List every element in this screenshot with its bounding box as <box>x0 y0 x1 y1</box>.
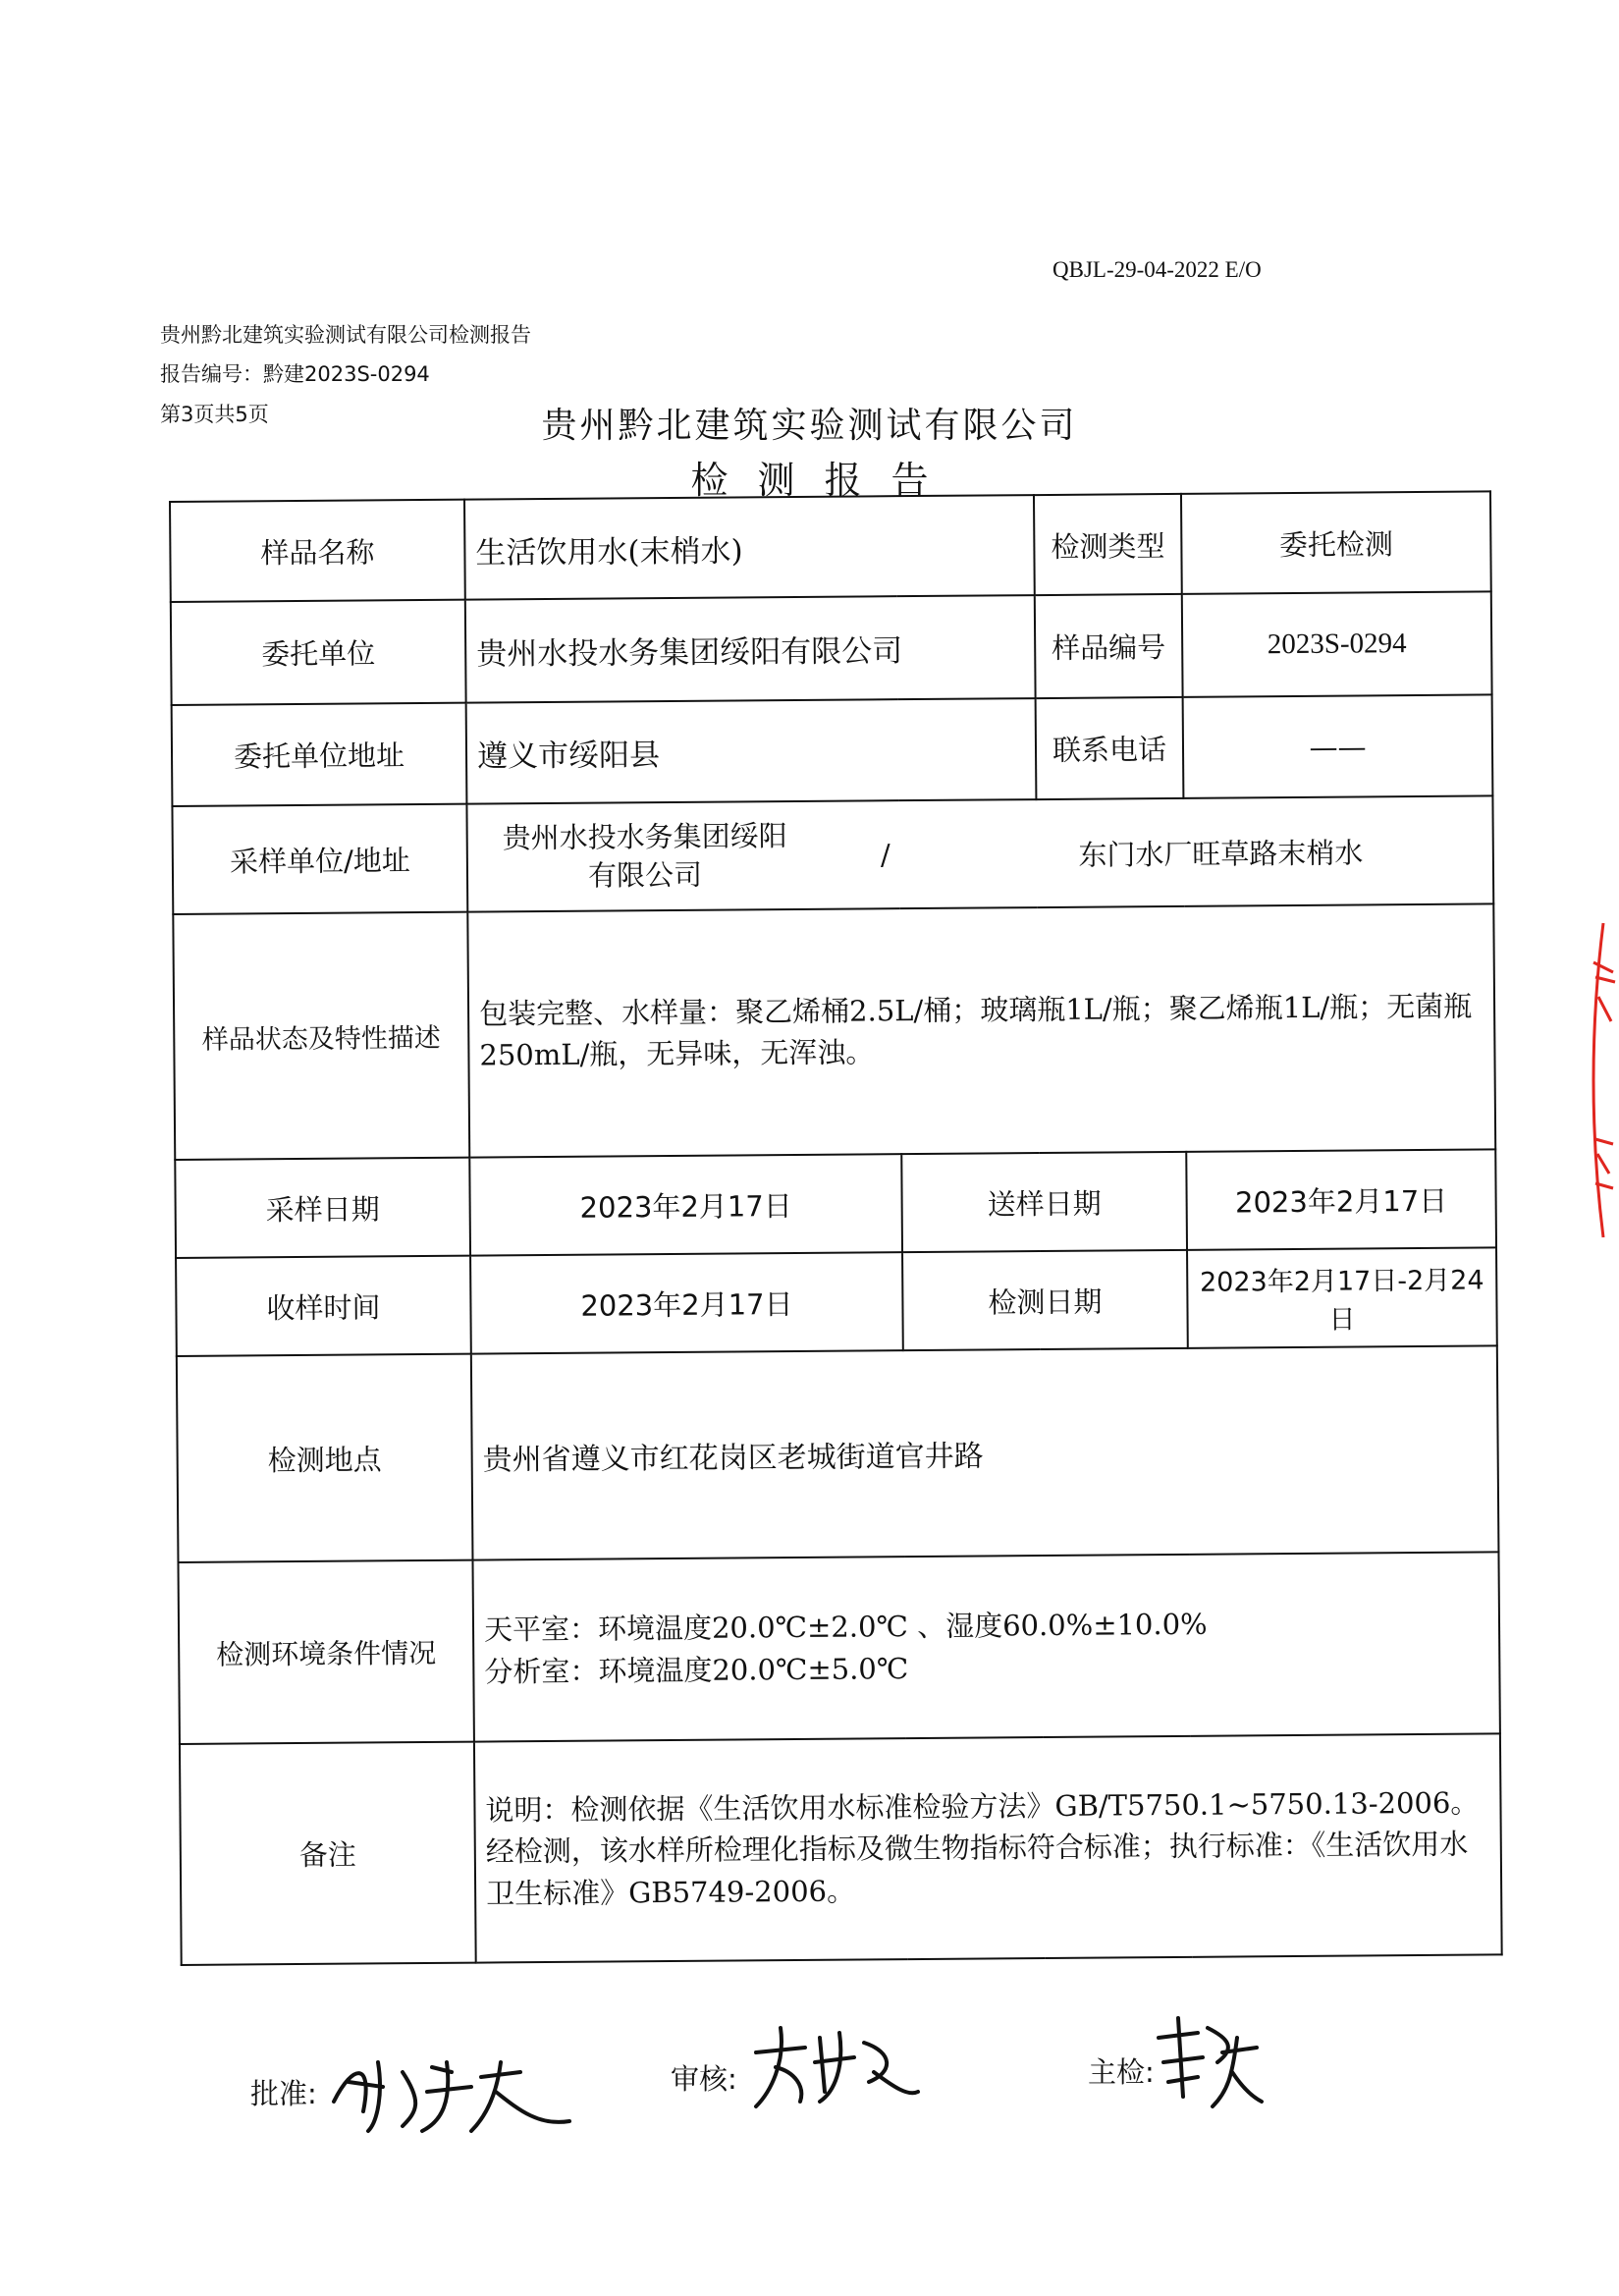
client-value: 贵州水投水务集团绥阳有限公司 <box>465 595 1036 703</box>
sample-state-label: 样品状态及特性描述 <box>173 912 469 1160</box>
company-title: 贵州黔北建筑实验测试有限公司 <box>541 406 1078 446</box>
test-location-label: 检测地点 <box>177 1354 473 1562</box>
client-label: 委托单位 <box>171 600 466 705</box>
environment-value <box>472 1552 1499 1741</box>
approve-label: 批准: <box>250 2077 317 2110</box>
header-report-number: 报告编号：黔建2023S-0294 <box>160 362 430 386</box>
row-sample-state <box>173 903 1495 1160</box>
test-type-label: 检测类型 <box>1034 494 1182 595</box>
receipt-time-value: 2023年2月17日 <box>470 1252 903 1353</box>
sampling-unit-label: 采样单位/地址 <box>172 804 467 914</box>
delivery-date-value: 2023年2月17日 <box>1186 1149 1496 1249</box>
environment-label: 检测环境条件情况 <box>178 1560 473 1744</box>
receipt-time-label: 收样时间 <box>176 1256 471 1356</box>
environment-line1: 天平室：环境温度20.0℃±2.0℃ 、湿度60.0%±10.0% <box>483 1608 1208 1647</box>
sample-name-label: 样品名称 <box>170 500 465 602</box>
sampling-address: 东门水厂旺草路末梢水 <box>1078 835 1364 872</box>
row-environment <box>178 1552 1499 1744</box>
report-title: 检测报告 <box>690 459 958 502</box>
sampling-date-value: 2023年2月17日 <box>469 1154 902 1255</box>
row-client-address <box>172 694 1493 806</box>
report-table <box>169 490 1503 1966</box>
delivery-date-label: 送样日期 <box>901 1152 1187 1252</box>
row-sample-name <box>170 491 1491 602</box>
header-page-number: 第3页共5页 <box>160 403 269 426</box>
review-signature <box>746 2013 923 2111</box>
seal-stamp-fragment <box>1574 903 1619 1257</box>
client-address-label: 委托单位地址 <box>172 703 467 806</box>
phone-value: —— <box>1183 694 1493 797</box>
remarks-value: 说明：检测依据《生活饮用水标准检验方法》GB/T5750.1~5750.13-2006。经检测，该水样所检理化指标及微生物指标符合标准；执行标准：《生活饮用水卫生标准》GB5749-2006。 <box>474 1733 1502 1962</box>
remarks-label: 备注 <box>180 1742 476 1965</box>
row-test-location <box>177 1345 1499 1562</box>
client-address-value: 遵义市绥阳县 <box>466 698 1037 804</box>
header-company-report-line: 贵州黔北建筑实验测试有限公司检测报告 <box>160 323 531 347</box>
test-date-value: 2023年2月17日-2月24日 <box>1187 1247 1497 1347</box>
sampling-unit-line1: 贵州水投水务集团绥阳 <box>502 818 787 855</box>
inspector-label: 主检: <box>1088 2055 1155 2089</box>
sample-no-value: 2023S-0294 <box>1182 591 1492 696</box>
sample-no-label: 样品编号 <box>1035 594 1183 698</box>
inspector-signature <box>1149 2008 1267 2116</box>
sampling-separator: / <box>880 838 890 872</box>
sampling-unit-line2: 有限公司 <box>587 857 703 893</box>
phone-label: 联系电话 <box>1036 697 1184 799</box>
row-remarks <box>180 1733 1502 1965</box>
test-date-label: 检测日期 <box>902 1250 1188 1350</box>
row-sampling-date <box>175 1149 1496 1258</box>
row-sampling-unit <box>172 795 1493 914</box>
approve-signature <box>324 2033 579 2141</box>
sample-name-value: 生活饮用水(末梢水) <box>464 495 1035 600</box>
document-code: QBJL-29-04-2022 E/O <box>1052 257 1262 282</box>
review-label: 审核: <box>671 2062 737 2096</box>
sampling-date-label: 采样日期 <box>175 1158 470 1258</box>
row-client <box>171 591 1492 705</box>
test-location-value: 贵州省遵义市红花岗区老城街道官井路 <box>471 1345 1499 1559</box>
row-receipt-time <box>176 1247 1497 1356</box>
sampling-unit-cell <box>466 795 1493 911</box>
environment-line2: 分析室：环境温度20.0℃±5.0℃ <box>484 1651 909 1689</box>
test-type-value: 委托检测 <box>1181 491 1491 593</box>
sampling-unit-name <box>468 817 823 897</box>
sample-state-value: 包装完整、水样量：聚乙烯桶2.5L/桶；玻璃瓶1L/瓶；聚乙烯瓶1L/瓶；无菌瓶250mL/瓶，无异味，无浑浊。 <box>467 903 1495 1157</box>
